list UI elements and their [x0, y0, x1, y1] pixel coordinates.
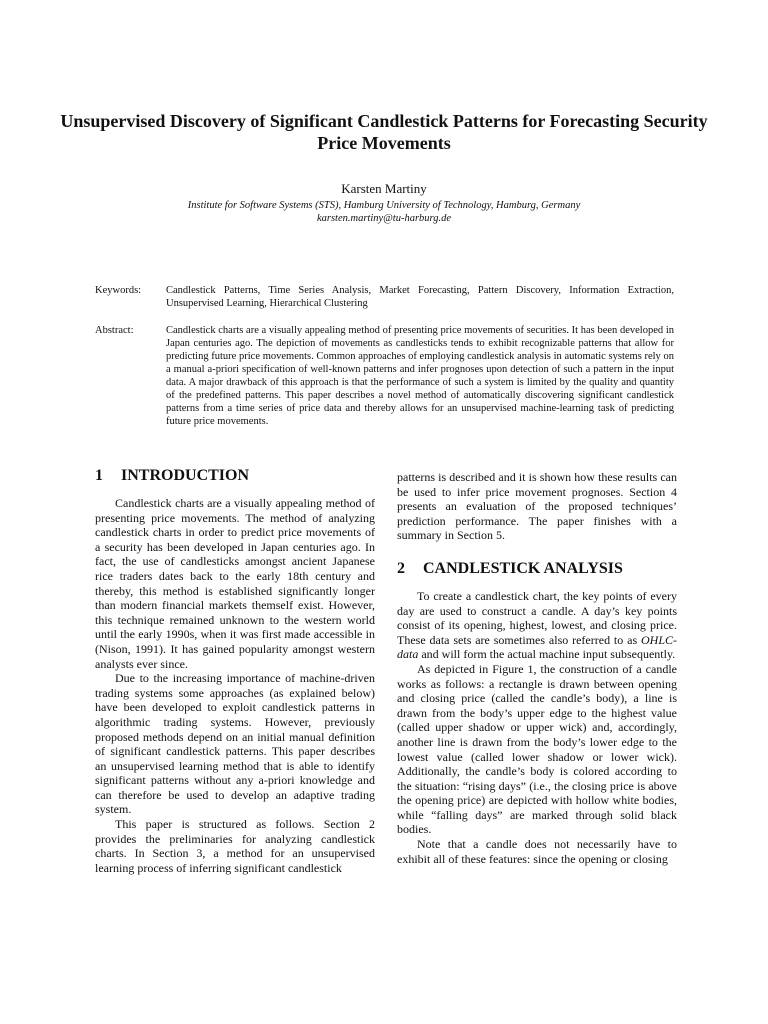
paragraph-continued: patterns is described and it is shown how these results can be used to infer price movement prognoses. Section 4 presents an evaluation of the proposed techniques’ prediction performance. The paper finishes with a summary in Section 5. — [397, 470, 677, 543]
paragraph: Note that a candle does not necessarily have to exhibit all of these features: since the opening or closing — [397, 837, 677, 866]
section-number: 1 — [95, 467, 103, 484]
right-column — [397, 470, 677, 866]
section-heading-candlestick-analysis — [397, 559, 677, 579]
section-title: CANDLESTICK ANALYSIS — [423, 559, 623, 577]
keywords-text: Candlestick Patterns, Time Series Analysis, Market Forecasting, Pattern Discovery, Information Extraction, Unsupervised Learning, Hierarchical Clustering — [166, 285, 674, 309]
author-email: karsten.martiny@tu-harburg.de — [316, 213, 452, 224]
paragraph: As depicted in Figure 1, the construction of a candle works as follows: a rectangle is drawn between opening and closing price (called the candle’s body), a line is drawn from the body’s upper edge to the highest value (called upper shadow or upper wick) and, accordingly, another line is drawn from the body’s lower edge to the lowest value (called lower shadow or lower wick). Additionally, the candle’s body is colored according to the situation: “rising days” (i.e., the closing price is above the opening price) are depicted with hollow white bodies, while “falling days” are marked through solid black bodies. — [397, 661, 677, 837]
section-heading-introduction — [95, 466, 375, 486]
author-name: Karsten Martiny — [341, 181, 427, 196]
section-title: INTRODUCTION — [121, 467, 250, 484]
affiliation: Institute for Software Systems (STS), Hamburg University of Technology, Hamburg, Germany — [187, 200, 581, 211]
paragraph: Candlestick charts are a visually appealing method of presenting price movements. The method of analyzing candlestick charts in order to predict price movements of a security has been developed in Japan centuries ago. In fact, the use of candlesticks amongst ancient Japanese rice traders dates back to the early 18th century and thereby, this method is established significantly longer than modern financial markets themself exist. However, this technique remained unknown to the western world until the early 1990s, when it was first made accessible in (Nison, 1991). It has gained popularity amongst western analysts ever since. — [95, 496, 375, 671]
left-column — [95, 466, 375, 875]
paper-title: Unsupervised Discovery of Significant Candlestick Patterns for Forecasting Security Price Movements — [60, 111, 708, 153]
ohlc-data-term: OHLC-data — [397, 632, 677, 662]
abstract-label: Abstract: — [95, 325, 134, 336]
section-number: 2 — [397, 559, 405, 577]
paragraph — [397, 589, 677, 662]
paragraph-text: To create a candlestick chart, the key points of every day are used to construct a candle. A day’s key points consist of its opening, highest, lowest, and closing price. These data sets are sometimes also referred to as — [397, 588, 677, 647]
paragraph: Due to the increasing importance of machine-driven trading systems some approaches (as explained below) have been developed to exploit candlestick patterns in algorithmic trading systems. However, previously proposed methods depend on an initial manual definition of significant candlestick patterns. This paper describes an unsupervised learning method that is able to identify significant patterns without any a-priori knowledge and can therefore be used to develop an adaptive trading system. — [95, 671, 375, 817]
keywords-label: Keywords: — [95, 285, 142, 296]
paragraph-text: and will form the actual machine input subsequently. — [418, 647, 676, 662]
abstract-text: Candlestick charts are a visually appealing method of presenting price movements of securities. It has been developed in Japan centuries ago. The depiction of movements as candlesticks tends to exhibit recognizable patterns that allow for predicting future price movements. Common approaches of employing candlestick analysis in automatic systems rely on a manual a-priori specification of well-known patterns and infer prognoses upon detection of such a pattern in the input data. A major drawback of this approach is that the performance of such a system is limited by the quality and quantity of the predefined patterns. This paper describes a novel method of automatically discovering significant candlestick patterns from a time series of price data and thereby allows for an unsupervised machine-learning task of predicting future price movements. — [166, 325, 674, 427]
author-affiliation-block — [0, 199, 768, 225]
paragraph: This paper is structured as follows. Section 2 provides the preliminaries for analyzing candlestick charts. In Section 3, a method for an unsupervised learning process of inferring significant candlestick — [95, 817, 375, 875]
